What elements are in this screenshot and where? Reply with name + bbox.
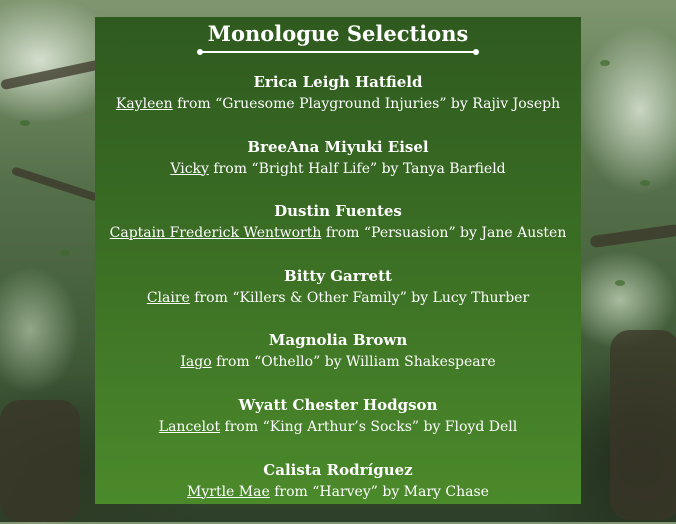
- monologue-line: [95, 222, 581, 244]
- role-link[interactable]: Kayleen: [115, 96, 173, 112]
- monologue-line: [95, 481, 581, 503]
- role-link[interactable]: Lancelot: [158, 418, 221, 435]
- page-title: Monologue Selections: [207, 21, 469, 46]
- source-text: from “Gruesome Playground Injuries” by Rajiv Joseph: [172, 96, 561, 112]
- list-item: [95, 395, 581, 460]
- source-text: from “Killers & Other Family” by Lucy Thurber: [189, 289, 530, 306]
- source-text: from “Harvey” by Mary Chase: [269, 483, 489, 500]
- leaf: [60, 250, 70, 256]
- monologue-line: [95, 287, 581, 309]
- list-item: [95, 201, 581, 266]
- list-item: [95, 72, 581, 137]
- monologue-line: [95, 416, 581, 438]
- list-item: [95, 266, 581, 331]
- tree-trunk: [0, 400, 80, 522]
- tree-trunk: [610, 330, 676, 520]
- role-link[interactable]: Vicky: [170, 160, 209, 177]
- monologue-line: [95, 351, 581, 373]
- role-link[interactable]: Captain Frederick Wentworth: [109, 225, 322, 242]
- performer-name: Wyatt Chester Hodgson: [238, 395, 438, 414]
- list-item: [95, 460, 581, 524]
- leaf: [615, 280, 625, 286]
- performer-name: BreeAna Miyuki Eisel: [247, 137, 429, 156]
- role-link[interactable]: Myrtle Mae: [187, 483, 270, 500]
- performer-name: Erica Leigh Hatfield: [253, 73, 423, 91]
- monologue-line: [95, 158, 581, 180]
- performer-name: Calista Rodríguez: [263, 460, 413, 479]
- source-text: from “Bright Half Life” by Tanya Barfield: [208, 160, 506, 177]
- performer-name: Magnolia Brown: [268, 331, 408, 350]
- title-underline: [200, 51, 476, 53]
- role-link[interactable]: Iago: [180, 354, 212, 371]
- tree-branch: [590, 224, 676, 248]
- role-link[interactable]: Claire: [146, 289, 190, 306]
- list-item: [95, 137, 581, 202]
- tree-branch: [11, 166, 99, 201]
- source-text: from “Persuasion” by Jane Austen: [321, 225, 567, 242]
- performer-name: Dustin Fuentes: [274, 202, 402, 221]
- leaf: [600, 60, 610, 66]
- source-text: from “King Arthur’s Socks” by Floyd Dell: [220, 418, 518, 435]
- performer-name: Bitty Garrett: [284, 266, 392, 285]
- monologue-line: [95, 93, 581, 115]
- entry-list: [95, 72, 581, 524]
- leaf: [640, 180, 650, 186]
- list-item: [95, 330, 581, 395]
- source-text: from “Othello” by William Shakespeare: [211, 354, 496, 371]
- tree-branch: [0, 60, 100, 91]
- leaf: [20, 120, 30, 126]
- monologue-panel: [95, 17, 581, 504]
